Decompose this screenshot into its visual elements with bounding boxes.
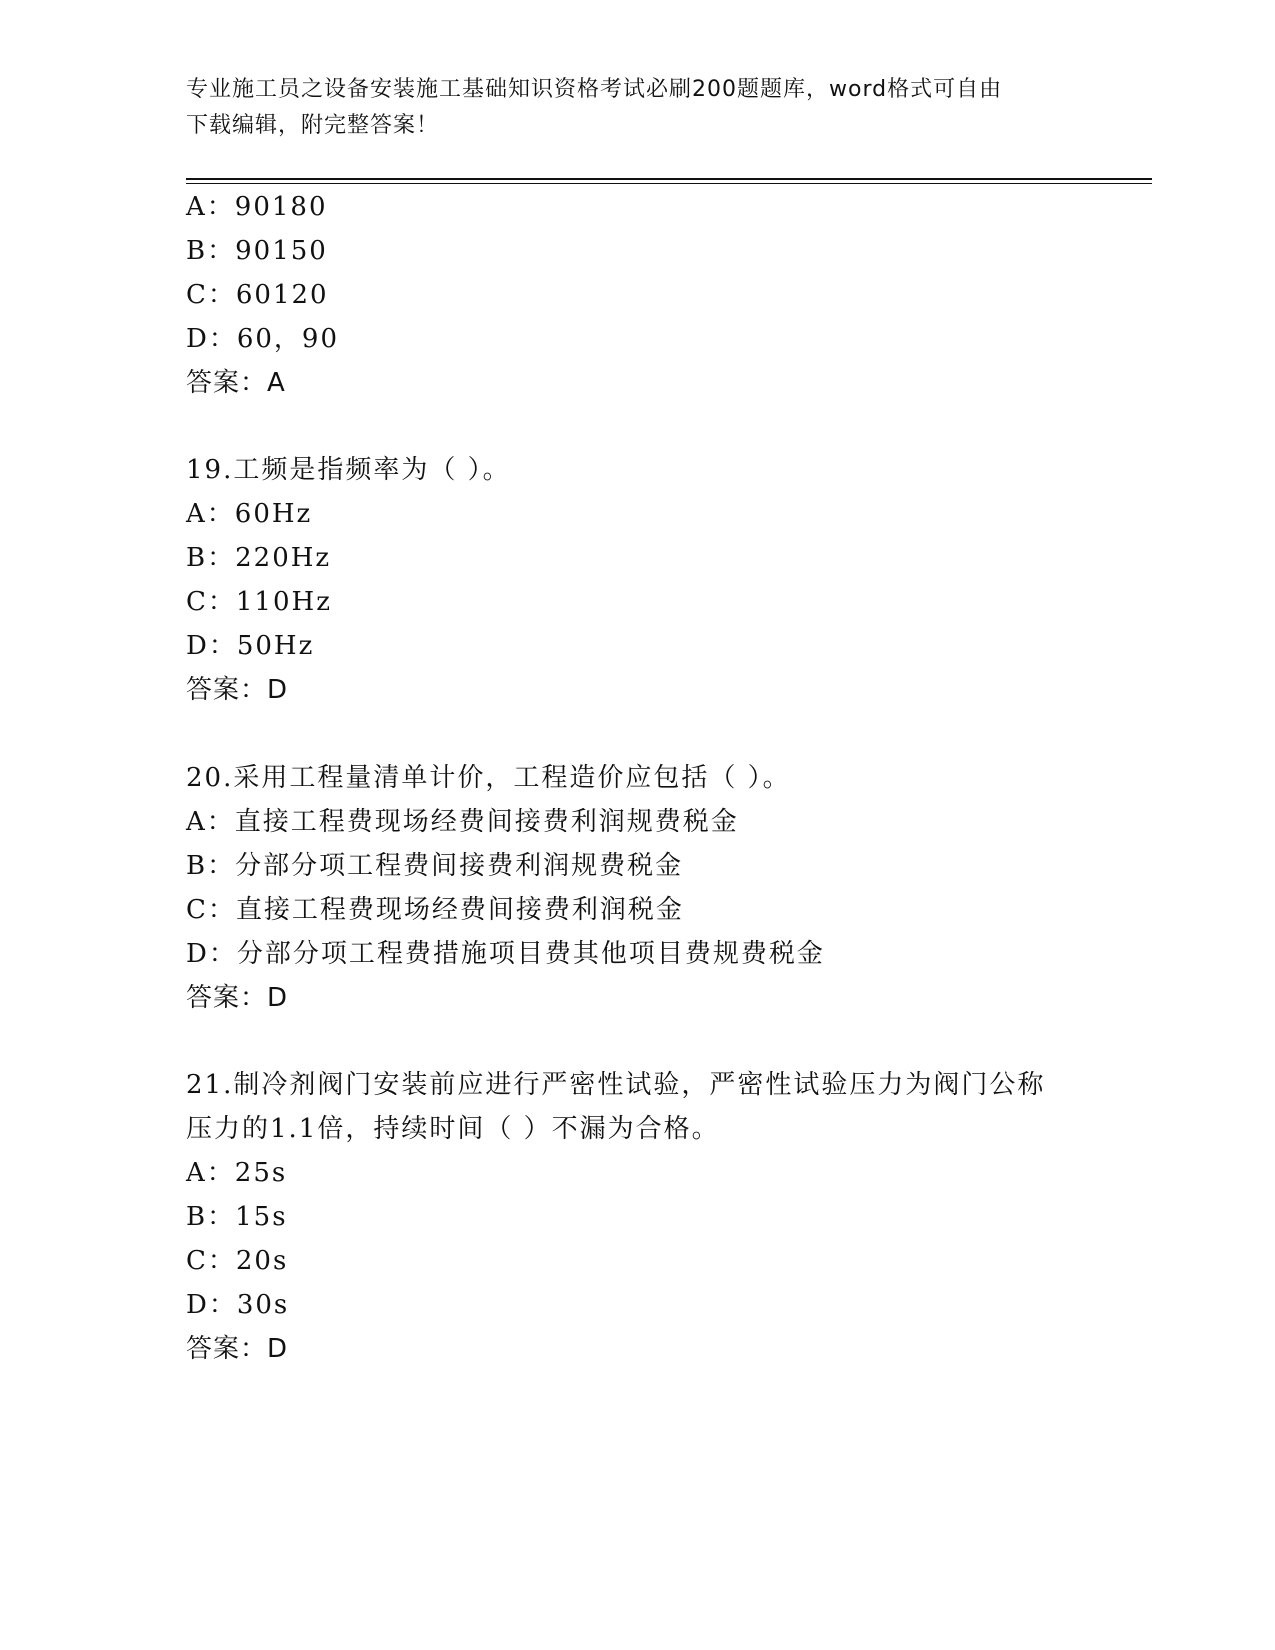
q19-option-d: D：50Hz [186, 631, 315, 661]
q19-answer: 答案：D [186, 675, 289, 705]
header-divider-thin [186, 183, 1152, 184]
q20-option-a: A：直接工程费现场经费间接费利润规费税金 [186, 807, 739, 837]
q21-option-a: A：25s [186, 1158, 288, 1188]
q20-option-c: C：直接工程费现场经费间接费利润税金 [186, 895, 684, 925]
q20-stem: 20.采用工程量清单计价，工程造价应包括（ ）。 [186, 763, 791, 793]
q20-answer: 答案：D [186, 983, 289, 1013]
q21-option-b: B：15s [186, 1202, 288, 1232]
q21-option-d: D：30s [186, 1290, 290, 1320]
header-divider-thick [186, 178, 1152, 180]
header-line-2: 下载编辑，附完整答案！ [186, 113, 440, 138]
q20-option-d: D：分部分项工程费措施项目费其他项目费规费税金 [186, 939, 825, 969]
q19-option-c: C：110Hz [186, 587, 332, 617]
q18-answer: 答案：A [186, 368, 286, 398]
q19-stem: 19.工频是指频率为（ ）。 [186, 455, 511, 485]
q19-option-a: A：60Hz [186, 499, 313, 529]
q18-option-d: D：60，90 [186, 324, 340, 354]
q21-stem-line-1: 21.制冷剂阀门安装前应进行严密性试验，严密性试验压力为阀门公称 [186, 1070, 1046, 1100]
q20-option-b: B：分部分项工程费间接费利润规费税金 [186, 851, 684, 881]
q21-answer: 答案：D [186, 1334, 289, 1364]
q18-option-c: C：60120 [186, 280, 329, 310]
q19-option-b: B：220Hz [186, 543, 332, 573]
header-line-1: 专业施工员之设备安装施工基础知识资格考试必刷200题题库，word格式可自由 [186, 77, 1003, 102]
q21-stem-line-2: 压力的1.1倍，持续时间（ ）不漏为合格。 [186, 1114, 720, 1144]
q18-option-a: A：90180 [186, 192, 328, 222]
q21-option-c: C：20s [186, 1246, 289, 1276]
document-header [186, 72, 1086, 144]
q18-option-b: B：90150 [186, 236, 328, 266]
